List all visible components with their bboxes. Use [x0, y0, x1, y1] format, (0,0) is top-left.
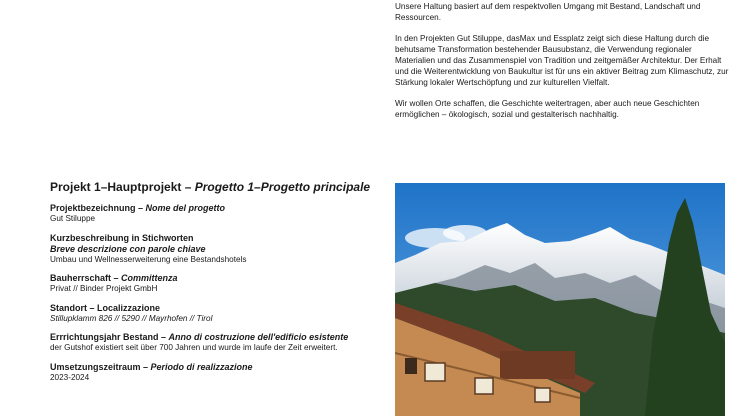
field-value: Stillupklamm 826 // 5290 // Mayrhofen // Tirol — [50, 313, 213, 323]
field-label — [50, 303, 385, 314]
label-de: Projektbezeichnung – — [50, 203, 146, 213]
project-title-de: Projekt 1–Hauptprojekt – — [50, 180, 195, 194]
mountain-chalet-illustration — [395, 183, 725, 416]
field-label — [50, 332, 385, 343]
field-value: Gut Stiluppe — [50, 214, 96, 223]
label-de: Errrichtungsjahr Bestand – — [50, 332, 169, 342]
field-value: Privat // Binder Projekt GmbH — [50, 284, 158, 293]
window — [535, 388, 550, 402]
window — [405, 358, 417, 374]
intro-paragraph-3: Wir wollen Orte schaffen, die Geschichte weitertragen, aber auch neue Geschichten ermöglichen – ökologisch, sozial und gestalterisch nachhaltig. — [395, 99, 700, 120]
field-period — [50, 362, 385, 384]
intro-paragraph-1: Unsere Haltung basiert auf dem respektvollen Umgang mit Bestand, Landschaft und Ressourcen. — [395, 2, 701, 22]
field-label-italian: Breve descrizione con parole chiave — [50, 243, 206, 254]
field-client — [50, 273, 385, 295]
window — [425, 363, 445, 381]
field-value: der Gutshof existiert seit über 700 Jahren und wurde im laufe der Zeit erweitert. — [50, 343, 338, 352]
field-label — [50, 203, 385, 214]
label-de: Standort – — [50, 302, 98, 313]
chalet-roof-rear — [500, 351, 575, 379]
field-value: Umbau und Wellnesserweiterung eine Bestandshotels — [50, 254, 247, 264]
intro-text — [395, 2, 730, 132]
label-de: Bauherrschaft – — [50, 273, 122, 283]
field-label: Kurzbeschreibung in Stichworten — [50, 232, 194, 243]
field-built-year — [50, 332, 385, 354]
project-photo — [395, 183, 725, 416]
field-location — [50, 303, 385, 325]
window — [475, 378, 493, 394]
label-it: Anno di costruzione dell'edificio esistente — [168, 332, 349, 342]
field-value: 2023-2024 — [50, 372, 90, 382]
intro-paragraph-2: In den Projekten Gut Stiluppe, dasMax und Essplatz zeigt sich diese Haltung durch die behutsame Transformation bestehender Bausubstanz, die Verwendung regionaler Materialien und das Zusammenspiel von Tradition und zeitgemäßer Architektur. Der Erhalt und die Weiterentwicklung von Baukultur ist für uns ein aktiver Beitrag zum Klimaschutz, zur Stärkung lokaler Wertschöpfung und zur kulturellen Vielfalt. — [395, 34, 729, 87]
field-short-description — [50, 233, 385, 266]
label-de: Umsetzungszeitraum – — [50, 361, 151, 372]
field-project-name — [50, 203, 385, 225]
project-details — [50, 180, 385, 391]
label-it: Periodo di realizzazione — [150, 361, 253, 372]
project-title-it: Progetto 1–Progetto principale — [194, 180, 371, 194]
field-label — [50, 362, 385, 373]
project-title — [50, 180, 385, 194]
label-it: Nome del progetto — [145, 203, 226, 213]
field-label — [50, 273, 385, 284]
label-it: Localizzazione — [97, 302, 161, 313]
label-it: Committenza — [121, 273, 178, 283]
